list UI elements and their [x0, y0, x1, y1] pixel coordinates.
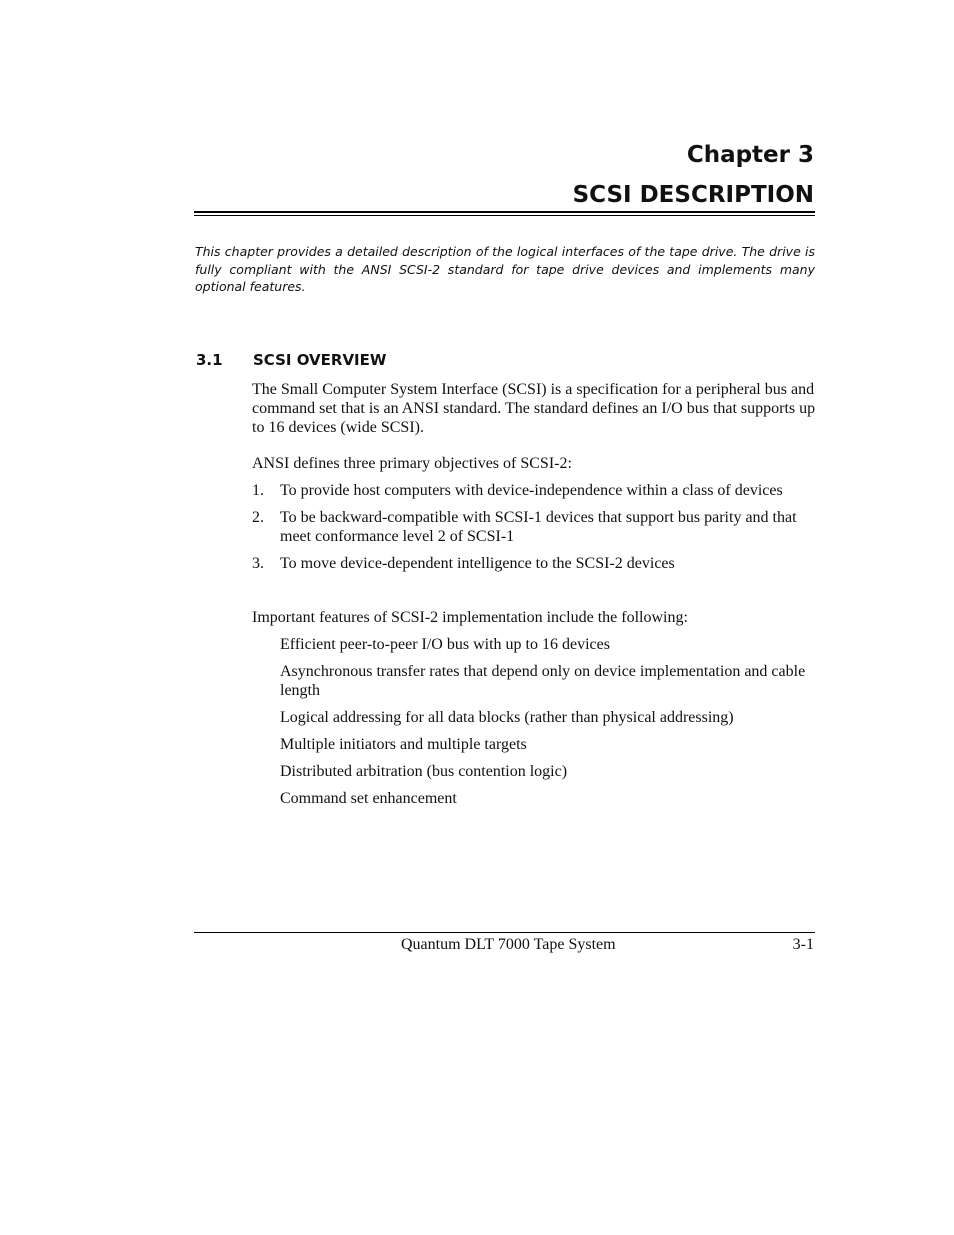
list-item: Multiple initiators and multiple targets	[280, 736, 527, 753]
section-number: 3.1	[196, 351, 223, 369]
objectives-list	[252, 481, 816, 581]
features-intro: Important features of SCSI-2 implementation include the following:	[252, 609, 688, 626]
chapter-intro: This chapter provides a detailed description of the logical interfaces of the tape drive. The drive is fully compliant with the ANSI SCSI-2 standard for tape drive devices and implements many optional features.	[195, 244, 815, 295]
list-item: Logical addressing for all data blocks (rather than physical addressing)	[280, 709, 734, 726]
page-number: 3-1	[792, 936, 814, 953]
list-item	[252, 554, 816, 573]
list-item	[252, 508, 816, 546]
list-item	[252, 481, 816, 500]
list-item: Efficient peer-to-peer I/O bus with up to 16 devices	[280, 636, 610, 653]
overview-paragraph: The Small Computer System Interface (SCSI) is a specification for a peripheral bus and command set that is an ANSI standard. The standard defines an I/O bus that supports up to 16 devices (wide SCSI).	[252, 381, 816, 436]
footer-title: Quantum DLT 7000 Tape System	[401, 936, 616, 953]
header-rule-thin	[194, 215, 815, 216]
list-item-text: To be backward-compatible with SCSI-1 devices that support bus parity and that meet conformance level 2 of SCSI-1	[280, 509, 797, 545]
list-item-number: 2.	[252, 509, 264, 526]
list-item-number: 3.	[252, 555, 264, 572]
chapter-title: SCSI DESCRIPTION	[572, 182, 814, 208]
chapter-header	[573, 140, 814, 210]
objectives-intro: ANSI defines three primary objectives of SCSI-2:	[252, 455, 572, 472]
section-title: SCSI OVERVIEW	[253, 351, 387, 369]
list-item: Command set enhancement	[280, 790, 457, 807]
list-item-text: To provide host computers with device-independence within a class of devices	[280, 482, 783, 499]
footer-rule	[194, 932, 815, 933]
list-item: Asynchronous transfer rates that depend only on device implementation and cable length	[280, 663, 806, 699]
features-list	[280, 635, 816, 816]
list-item-text: To move device-dependent intelligence to the SCSI-2 devices	[280, 555, 675, 572]
header-rule-thick	[194, 211, 815, 213]
chapter-label: Chapter 3	[686, 142, 814, 168]
list-item-number: 1.	[252, 482, 264, 499]
list-item: Distributed arbitration (bus contention logic)	[280, 763, 568, 780]
